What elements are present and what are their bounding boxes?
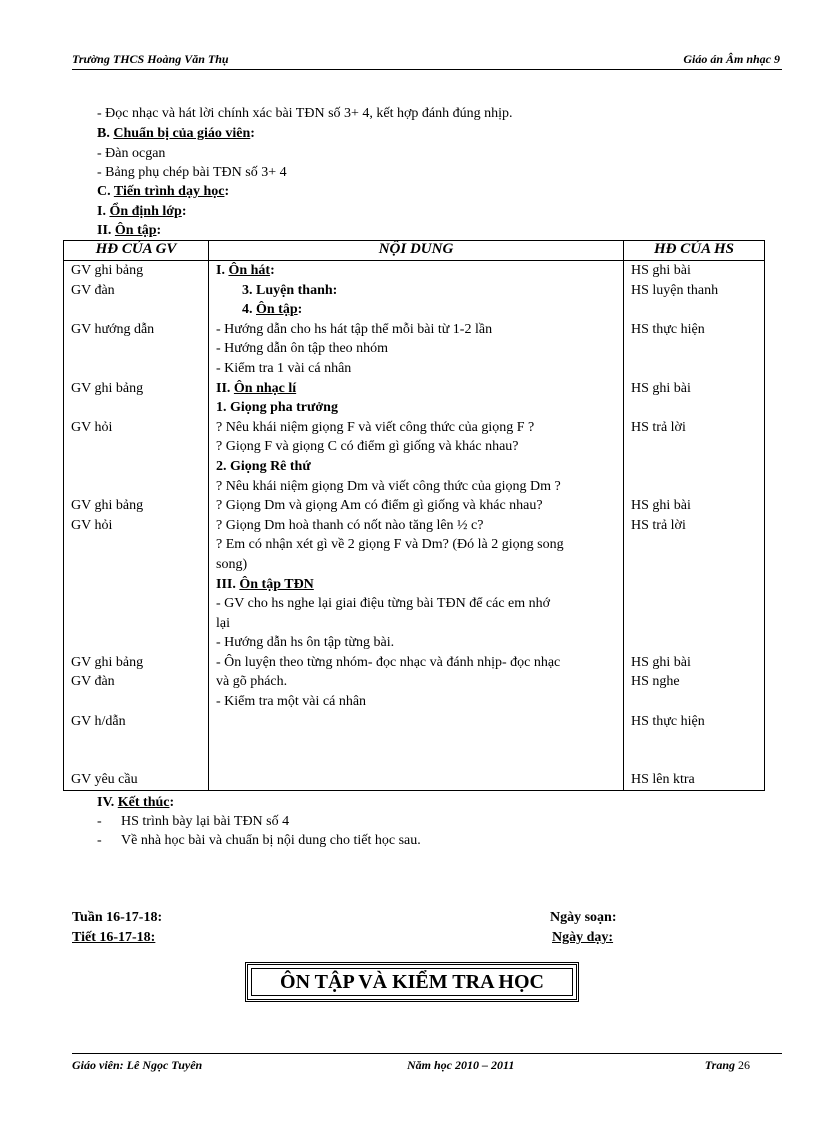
gv-activity	[71, 437, 208, 457]
hs-activity	[631, 575, 764, 595]
hs-activity	[631, 692, 764, 712]
section-heading: III. Ôn tập TĐN	[216, 576, 314, 592]
footer-year: Năm học 2010 – 2011	[407, 1058, 515, 1072]
gv-activity: GV h/dẫn	[71, 713, 126, 729]
section-ii-heading: II. Ôn tập:	[97, 223, 162, 238]
table-body-row	[64, 261, 765, 791]
content-line: ? Giọng Dm hoà thanh có nốt nào tăng lên ½ c?	[216, 517, 484, 533]
footer-divider	[72, 1053, 782, 1054]
gv-column	[64, 261, 209, 791]
gv-activity	[71, 457, 208, 477]
hs-activity	[631, 614, 764, 634]
gv-activity	[71, 751, 208, 771]
lesson-title-box	[245, 962, 579, 1002]
gv-activity: GV ghi bảng	[71, 498, 144, 514]
blank-line	[216, 751, 623, 771]
content-line: ? Giọng Dm và giọng Am có điểm gì giống và khác nhau?	[216, 498, 543, 514]
gv-activity: GV ghi bảng	[71, 380, 144, 396]
gv-activity: GV ghi bảng	[71, 654, 144, 670]
gv-activity	[71, 535, 208, 555]
objective-line: - Đọc nhạc và hát lời chính xác bài TĐN số 3+ 4, kết hợp đánh đúng nhịp.	[97, 106, 513, 121]
content-line: - Ôn luyện theo từng nhóm- đọc nhạc và đánh nhịp- đọc nhạc	[216, 654, 561, 670]
hs-activity	[631, 477, 764, 497]
hs-activity: HS ghi bài	[631, 498, 691, 514]
content-line: - Hướng dẫn ôn tập theo nhóm	[216, 341, 389, 357]
content-line: lại	[216, 615, 230, 631]
period-label: Tiết 16-17-18:	[72, 930, 156, 945]
hs-activity	[631, 437, 764, 457]
gv-activity	[71, 300, 208, 320]
hs-activity	[631, 300, 764, 320]
content-line: - GV cho hs nghe lại giai điệu từng bài TĐN để các em nhớ	[216, 596, 551, 612]
week-label: Tuần 16-17-18:	[72, 910, 163, 925]
content-line: ? Nêu khái niệm giọng Dm và viết công thức của giọng Dm ?	[216, 478, 561, 494]
content-line: - Kiểm tra một vài cá nhân	[216, 694, 367, 710]
hs-column	[624, 261, 765, 791]
header-hs: HĐ CỦA HS	[624, 241, 765, 261]
hs-activity	[631, 398, 764, 418]
gv-activity: GV yêu cầu	[71, 772, 138, 788]
content-line: ? Nêu khái niệm giọng F và viết công thức của giọng F ?	[216, 419, 535, 435]
gv-activity	[71, 731, 208, 751]
hs-activity	[631, 594, 764, 614]
prep-date-label: Ngày soạn:	[550, 910, 617, 925]
hs-activity: HS thực hiện	[631, 713, 705, 729]
teach-date-label: Ngày dạy:	[552, 930, 614, 945]
content-line: và gõ phách.	[216, 674, 288, 690]
gv-activity: GV hướng dẫn	[71, 321, 155, 337]
footer-teacher: Giáo viên: Lê Ngọc Tuyên	[72, 1058, 203, 1072]
sub-heading: 1. Giọng pha trưởng	[216, 400, 338, 416]
gv-activity: GV ghi bảng	[71, 263, 144, 278]
sub-heading: 4. Ôn tập:	[242, 302, 303, 318]
gv-activity	[71, 359, 208, 379]
section-b-item: - Đàn ocgan	[97, 146, 166, 161]
header-content: NỘI DUNG	[209, 241, 624, 261]
hs-activity	[631, 535, 764, 555]
gv-activity	[71, 339, 208, 359]
hs-activity	[631, 731, 764, 751]
hs-activity: HS trả lời	[631, 419, 686, 435]
section-heading: II. Ôn nhạc lí	[216, 380, 297, 396]
gv-activity	[71, 555, 208, 575]
ending-item: HS trình bày lại bài TĐN số 4	[121, 814, 290, 829]
gv-activity	[71, 633, 208, 653]
content-line: - Hướng dẫn cho hs hát tập thể mỗi bài từ 1-2 lần	[216, 321, 493, 337]
sub-heading: 2. Giọng Rê thứ	[216, 458, 311, 474]
hs-activity	[631, 339, 764, 359]
content-line: - Kiểm tra 1 vài cá nhân	[216, 360, 352, 376]
footer-page: Trang 26	[704, 1058, 750, 1072]
hs-activity	[631, 751, 764, 771]
blank-line	[216, 712, 623, 732]
gv-activity: GV hỏi	[71, 517, 113, 533]
header-subject: Giáo án Âm nhạc 9	[683, 52, 780, 66]
section-i-heading: I. Ổn định lớp:	[97, 204, 187, 219]
hs-activity: HS lên ktra	[631, 772, 695, 788]
header-school: Trường THCS Hoàng Văn Thụ	[72, 52, 229, 66]
header-gv: HĐ CỦA GV	[64, 241, 209, 261]
hs-activity: HS ghi bài	[631, 654, 691, 670]
gv-activity: GV đàn	[71, 674, 115, 690]
section-heading: I. Ôn hát:	[216, 263, 275, 278]
gv-activity	[71, 614, 208, 634]
blank-line	[216, 770, 623, 790]
gv-activity	[71, 692, 208, 712]
hs-activity	[631, 457, 764, 477]
hs-activity	[631, 555, 764, 575]
content-line: ? Em có nhận xét gì về 2 giọng F và Dm? (Đó là 2 giọng song	[216, 537, 564, 553]
gv-activity	[71, 594, 208, 614]
ending-bullet: -	[97, 814, 102, 829]
sub-heading: 3. Luyện thanh:	[242, 282, 338, 298]
content-column	[209, 261, 624, 791]
content-line: song)	[216, 556, 248, 572]
ending-bullet: -	[97, 833, 102, 848]
blank-line	[216, 731, 623, 751]
section-c-heading: C. Tiến trình dạy học:	[97, 184, 230, 199]
gv-activity	[71, 398, 208, 418]
hs-activity: HS trả lời	[631, 517, 686, 533]
content-line: ? Giọng F và giọng C có điểm gì giống và khác nhau?	[216, 439, 519, 455]
section-b-heading: B. Chuẩn bị của giáo viên:	[97, 126, 255, 141]
content-line: - Hướng dẫn hs ôn tập từng bài.	[216, 635, 395, 651]
hs-activity: HS nghe	[631, 674, 680, 690]
gv-activity: GV đàn	[71, 282, 115, 298]
hs-activity	[631, 359, 764, 379]
ending-item: Về nhà học bài và chuẩn bị nội dung cho tiết học sau.	[121, 833, 421, 848]
section-b-item: - Bảng phụ chép bài TĐN số 3+ 4	[97, 165, 287, 180]
hs-activity: HS ghi bài	[631, 380, 691, 396]
gv-activity	[71, 575, 208, 595]
hs-activity	[631, 633, 764, 653]
gv-activity	[71, 477, 208, 497]
header-divider	[72, 69, 782, 70]
lesson-table	[63, 240, 765, 791]
hs-activity: HS luyện thanh	[631, 282, 719, 298]
hs-activity: HS ghi bài	[631, 263, 691, 278]
section-iv-heading: IV. Kết thúc:	[97, 795, 175, 810]
lesson-title: ÔN TẬP VÀ KIỂM TRA HỌC	[251, 968, 573, 996]
gv-activity: GV hỏi	[71, 419, 113, 435]
table-header-row	[64, 241, 765, 261]
hs-activity: HS thực hiện	[631, 321, 705, 337]
